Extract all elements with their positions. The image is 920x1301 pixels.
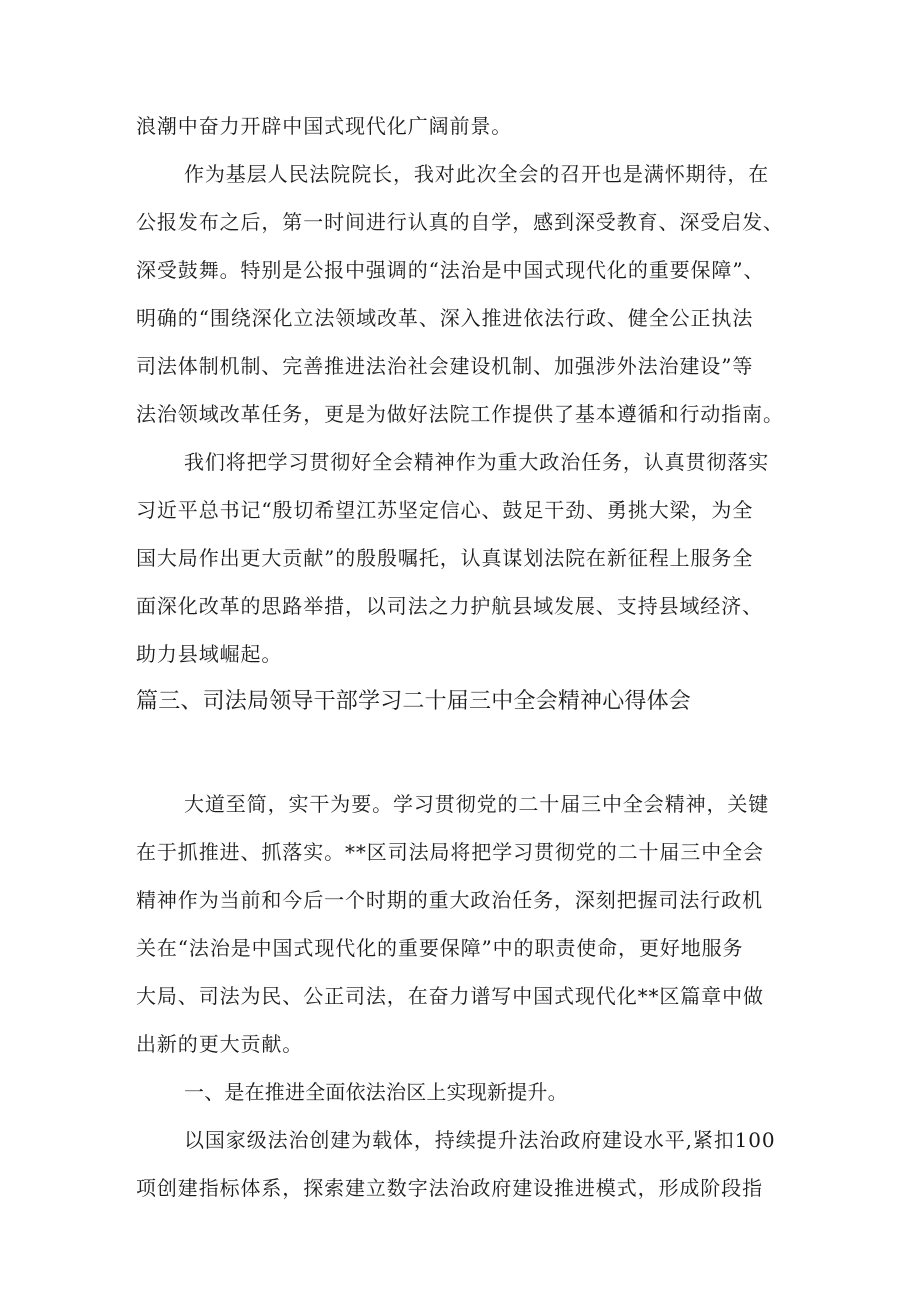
paragraph-line: 法治领域改革任务，更是为做好法院工作提供了基本遵循和行动指南。: [136, 402, 784, 426]
paragraph-line: 明确的“围绕深化立法领域改革、深入推进依法行政、健全公正执法: [136, 306, 754, 330]
paragraph-line: 在于抓推进、抓落实。**区司法局将把学习贯彻党的二十届三中全会: [136, 840, 764, 864]
paragraph-line: 关在“法治是中国式现代化的重要保障”中的职责使命，更好地服务: [136, 936, 744, 960]
paragraph-line: 我们将把学习贯彻好全会精神作为重大政治任务，认真贯彻落实: [184, 450, 770, 474]
paragraph-line: 作为基层人民法院院长，我对此次全会的召开也是满怀期待，在: [184, 162, 770, 186]
paragraph-line: 国大局作出更大贡献”的殷殷嘱托，认真谋划法院在新征程上服务全: [136, 546, 754, 570]
paragraph-line: 大道至简，实干为要。学习贯彻党的二十届三中全会精神，关键: [184, 792, 770, 816]
paragraph-line: 出新的更大贡献。: [136, 1032, 304, 1056]
paragraph-line: 助力县域崛起。: [136, 642, 283, 666]
paragraph-line: 大局、司法为民、公正司法，在奋力谱写中国式现代化**区篇章中做: [136, 984, 764, 1008]
paragraph-line: 司法体制机制、完善推进法治社会建设机制、加强涉外法治建设”等: [136, 354, 754, 378]
paragraph-line: 项创建指标体系，探索建立数字法治政府建设推进模式，形成阶段指: [136, 1176, 763, 1200]
paragraph-line: 深受鼓舞。特别是公报中强调的“法治是中国式现代化的重要保障”、: [136, 258, 765, 282]
section-heading: 篇三、司法局领导干部学习二十届三中全会精神心得体会: [136, 689, 692, 714]
paragraph-line: 精神作为当前和今后一个时期的重大政治任务，深刻把握司法行政机: [136, 888, 763, 912]
paragraph-line: 面深化改革的思路举措，以司法之力护航县域发展、支持县域经济、: [136, 594, 763, 618]
paragraph-line: 习近平总书记“殷切希望江苏坚定信心、鼓足干劲、勇挑大梁，为全: [136, 498, 754, 522]
paragraph-line: 以国家级法治创建为载体，持续提升法治政府建设水平,紧扣100: [184, 1128, 776, 1152]
subsection-heading: 一、是在推进全面依法治区上实现新提升。: [184, 1080, 568, 1104]
paragraph-line: 公报发布之后，第一时间进行认真的自学，感到深受教育、深受启发、: [136, 210, 784, 234]
paragraph-line: 浪潮中奋力开辟中国式现代化广阔前景。: [136, 114, 513, 138]
